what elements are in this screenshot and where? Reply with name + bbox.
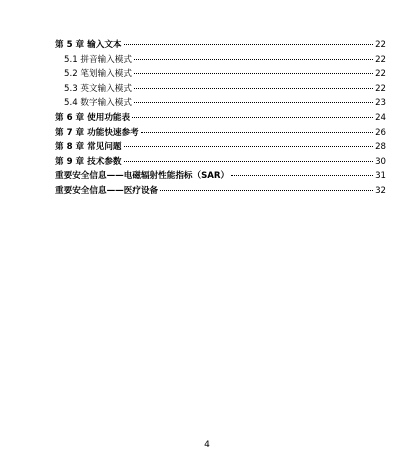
toc-entry-page: 22 bbox=[375, 54, 386, 65]
toc-entry-page: 30 bbox=[375, 156, 386, 167]
toc-entry-title: 5.2 笔划输入模式 bbox=[64, 69, 132, 80]
toc-entry-title: 重要安全信息——电磁辐射性能指标（SAR） bbox=[55, 171, 230, 182]
dot-leader bbox=[124, 44, 374, 45]
toc-entry-title: 第 7 章 功能快速参考 bbox=[55, 127, 139, 138]
toc-entry-section-5-2[interactable] bbox=[55, 67, 386, 82]
toc-entry-title: 第 8 章 常见问题 bbox=[55, 142, 122, 153]
toc-entry-page: 28 bbox=[375, 142, 386, 153]
toc-entry-section-5-3[interactable] bbox=[55, 82, 386, 97]
table-of-contents bbox=[55, 38, 386, 199]
toc-entry-chapter-5[interactable] bbox=[55, 38, 386, 53]
page-number: 4 bbox=[204, 440, 210, 450]
toc-entry-chapter-8[interactable] bbox=[55, 140, 386, 155]
toc-entry-title: 重要安全信息——医疗设备 bbox=[55, 185, 159, 196]
toc-entry-page: 24 bbox=[375, 112, 386, 123]
toc-entry-page: 22 bbox=[375, 40, 386, 50]
dot-leader bbox=[134, 59, 373, 60]
toc-entry-chapter-9[interactable] bbox=[55, 155, 386, 170]
toc-entry-chapter-6[interactable] bbox=[55, 111, 386, 126]
dot-leader bbox=[132, 117, 373, 118]
dot-leader bbox=[124, 146, 374, 147]
toc-entry-section-5-1[interactable] bbox=[55, 53, 386, 68]
dot-leader bbox=[160, 190, 373, 191]
dot-leader bbox=[231, 175, 373, 176]
toc-entry-title: 第 9 章 技术参数 bbox=[55, 156, 122, 167]
toc-entry-title: 5.3 英文输入模式 bbox=[64, 83, 132, 94]
toc-entry-page: 26 bbox=[375, 127, 386, 138]
dot-leader bbox=[134, 102, 373, 103]
dot-leader bbox=[124, 161, 374, 162]
toc-entry-title: 第 6 章 使用功能表 bbox=[55, 112, 131, 123]
dot-leader bbox=[134, 73, 373, 74]
toc-entry-safety-medical[interactable] bbox=[55, 184, 386, 199]
toc-entry-title: 5.1 拼音输入模式 bbox=[64, 54, 132, 65]
toc-entry-page: 31 bbox=[375, 171, 386, 182]
toc-entry-section-5-4[interactable] bbox=[55, 96, 386, 111]
toc-entry-safety-sar[interactable] bbox=[55, 169, 386, 184]
toc-entry-chapter-7[interactable] bbox=[55, 126, 386, 141]
toc-entry-title: 第 5 章 输入文本 bbox=[55, 40, 122, 50]
toc-entry-page: 32 bbox=[375, 185, 386, 196]
toc-entry-title: 5.4 数字输入模式 bbox=[64, 98, 132, 109]
dot-leader bbox=[134, 88, 373, 89]
toc-entry-page: 23 bbox=[375, 98, 386, 109]
dot-leader bbox=[141, 132, 373, 133]
toc-entry-page: 22 bbox=[375, 83, 386, 94]
toc-entry-page: 22 bbox=[375, 69, 386, 80]
